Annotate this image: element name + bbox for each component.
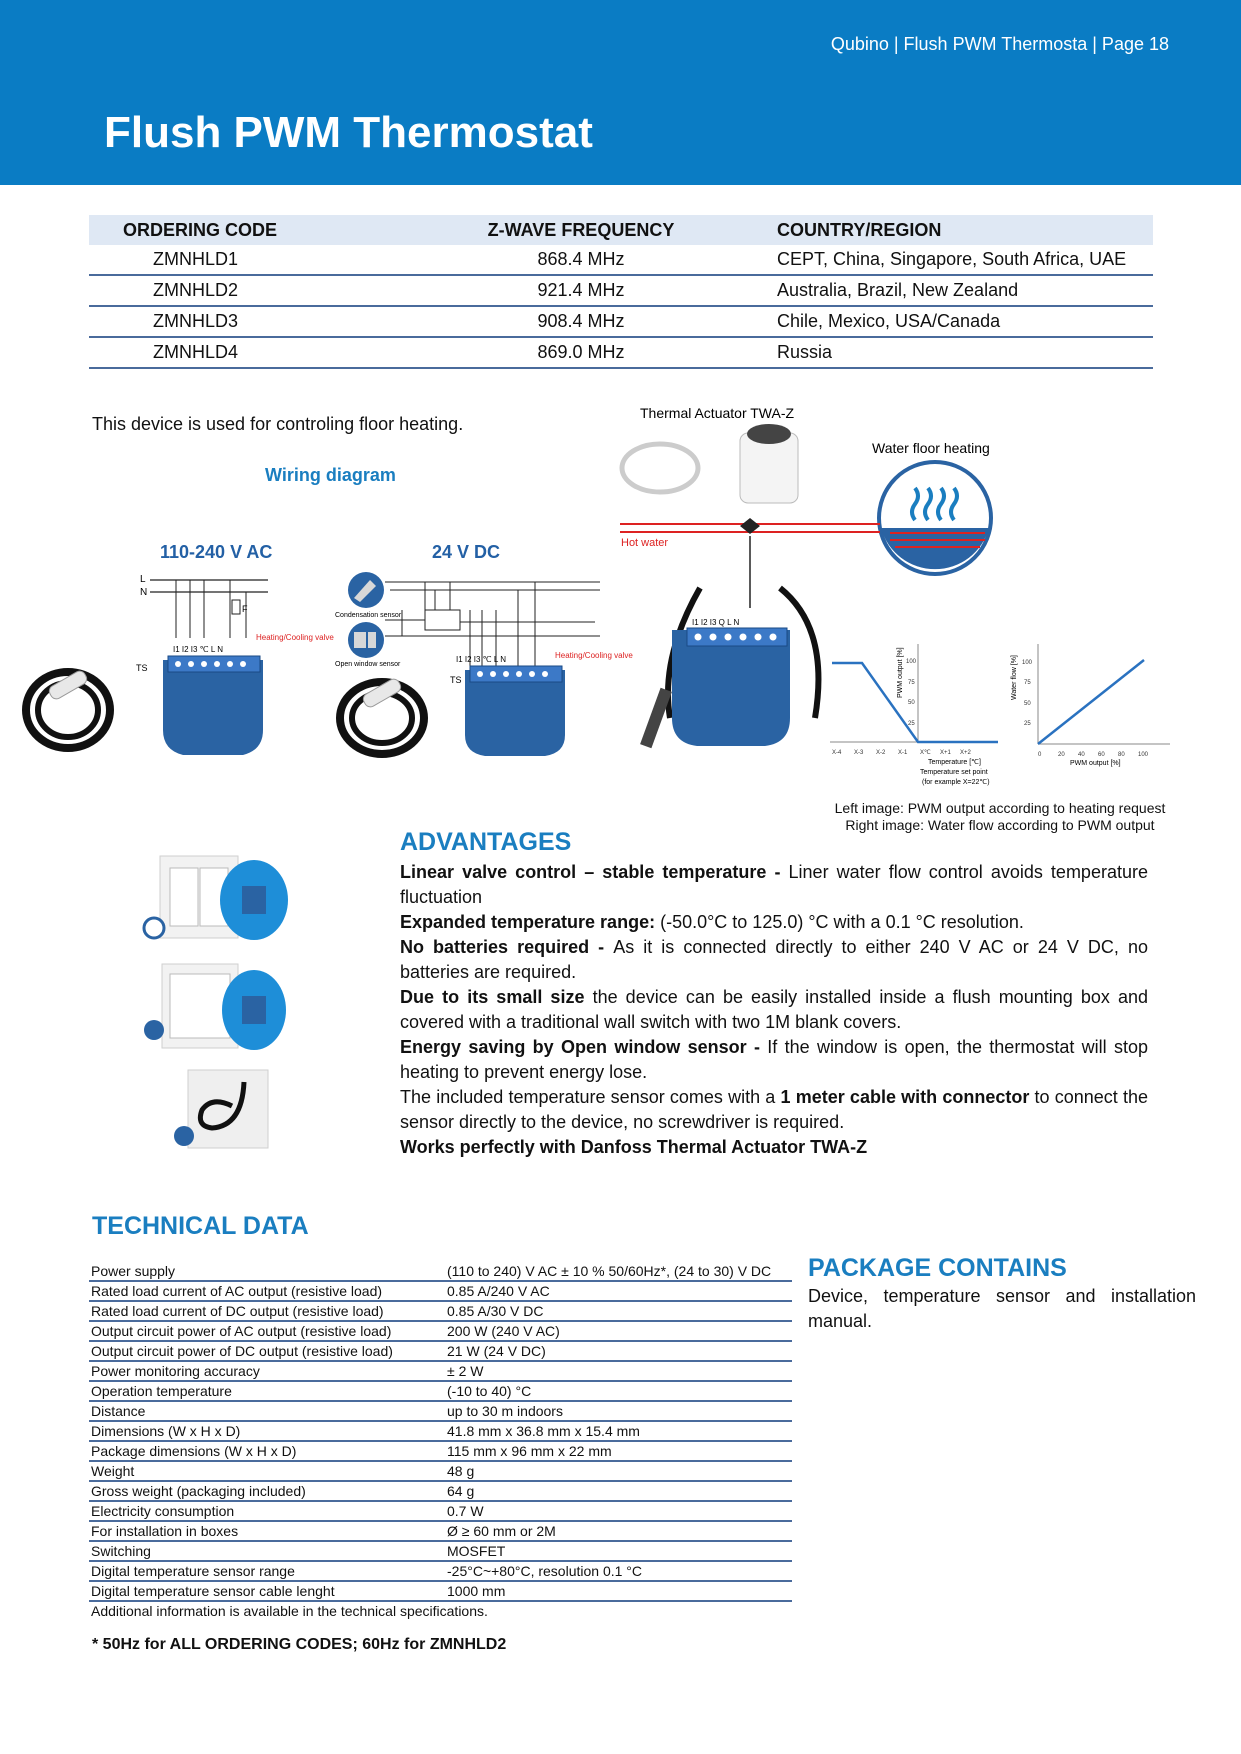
table-row [89,306,1153,337]
water-flow-graph [1008,638,1173,768]
fuse-symbol [232,600,240,614]
spec-label: Gross weight (packaging included) [89,1481,445,1501]
hot-water-label: Hot water [621,537,669,549]
flow-x-tick: 60 [1098,752,1105,758]
danfoss-text: Works perfectly with Danfoss Thermal Actuator TWA-Z [400,1137,868,1157]
table-row [89,1381,792,1401]
flow-x-tick: 40 [1078,752,1085,758]
spec-value: 64 g [445,1481,792,1501]
sensor-box-installation-image [172,1066,272,1156]
table-row [89,1461,792,1481]
advantage-item-bold: Due to its small size [400,987,593,1007]
frequency-cell: 868.4 MHz [423,245,739,275]
ordering-code-cell: ZMNHLD1 [89,245,423,275]
table-row [89,1441,792,1461]
spec-label: Rated load current of DC output (resistive load) [89,1301,445,1321]
page-header [0,0,1241,185]
flow-x-ticks [1038,752,1149,758]
water-floor-label: Water floor heating [872,440,990,456]
pwm-x-tick: X℃ [920,750,931,756]
table-row [89,1321,792,1341]
technical-data-title: TECHNICAL DATA [92,1212,309,1240]
dc-device-body-icon [465,670,565,756]
advantage-danfoss [400,1135,1148,1160]
system-terminal-labels: I1 I2 I3 Q L N [692,618,740,627]
advantage-item-bold: No batteries required - [400,937,614,957]
double-switch-installation-image [142,850,302,950]
table-row [89,1301,792,1321]
spec-value: 48 g [445,1461,792,1481]
wiring-diagram-ac [18,570,334,760]
spec-value: 41.8 mm x 36.8 mm x 15.4 mm [445,1421,792,1441]
spec-value: 115 mm x 96 mm x 22 mm [445,1441,792,1461]
keypad-switch-installation-image [144,960,304,1060]
spec-label: Output circuit power of DC output (resistive load) [89,1341,445,1361]
table-row [89,1401,792,1421]
frequency-cell: 869.0 MHz [423,337,739,368]
spec-label: Package dimensions (W x H x D) [89,1441,445,1461]
technical-note: Additional information is available in the technical specifications. [91,1603,488,1619]
flow-y-tick: 100 [1022,660,1033,666]
spec-value: (110 to 240) V AC ± 10 % 50/60Hz*, (24 to 30) V DC [445,1262,792,1281]
spec-label: Switching [89,1541,445,1561]
advantage-item-bold: Expanded temperature range: [400,912,661,932]
spec-value: -25°C~+80°C, resolution 0.1 °C [445,1561,792,1581]
page-title: Flush PWM Thermostat [104,108,593,157]
country-cell: Chile, Mexico, USA/Canada [739,306,1153,337]
valve-label: Heating/Cooling valve [256,633,334,642]
ac-voltage-label: 110-240 V AC [160,542,273,562]
table-row [89,1262,792,1281]
advantage-item-text: the device can be easily installed inside a flush mounting box and covered with a traditional wall switch with two 1M blank covers. [400,987,1148,1032]
ordering-code-cell: ZMNHLD4 [89,337,423,368]
spec-value: (-10 to 40) °C [445,1381,792,1401]
terminal-labels: I1 I2 I3 ℃ L N [173,645,224,654]
spec-value: 0.85 A/30 V DC [445,1301,792,1321]
ordering-code-cell: ZMNHLD2 [89,275,423,306]
frequency-cell: 908.4 MHz [423,306,739,337]
intro-text: This device is used for controling floor heating. [92,414,464,434]
flow-x-tick: 80 [1118,752,1125,758]
spec-value: 1000 mm [445,1581,792,1601]
advantage-item-text: Liner water flow control avoids temperature fluctuation [400,862,1148,907]
spec-value: up to 30 m indoors [445,1401,792,1421]
window-sensor-icon [348,622,384,658]
spec-label: Distance [89,1401,445,1421]
pwm-y-tick: 100 [906,659,917,665]
advantages-title: ADVANTAGES [400,828,572,856]
advantage-cable [400,1085,1148,1135]
window-sensor-label: Open window sensor [335,661,401,668]
pwm-x-tick: X+1 [940,750,951,756]
spec-label: Dimensions (W x H x D) [89,1421,445,1441]
dc-terminal-labels: I1 I2 I3 ℃ L N [456,655,507,664]
table-row [89,1521,792,1541]
table-row [89,1501,792,1521]
fuse-label: F [242,604,248,614]
cable-text-bold: 1 meter cable with connector [780,1087,1030,1107]
frequency-cell: 921.4 MHz [423,275,739,306]
actuator-label: Thermal Actuator TWA-Z [640,405,795,421]
advantage-item-bold: Linear valve control – stable temperature - [400,862,789,882]
advantage-item-text: If the window is open, the thermostat will stop heating to prevent energy lose. [400,1037,1148,1082]
device-body-icon [163,660,263,755]
switch-inputs [176,580,246,638]
column-header-ordering-code: ORDERING CODE [89,215,423,245]
country-cell: Australia, Brazil, New Zealand [739,275,1153,306]
country-cell: Russia [739,337,1153,368]
spec-label: Digital temperature sensor cable lenght [89,1581,445,1601]
flow-x-tick: 20 [1058,752,1065,758]
table-row [89,1541,792,1561]
advantage-item [400,910,1148,935]
table-row [89,1561,792,1581]
temperature-sensor-icon [26,669,110,748]
advantage-item-text: As it is connected directly to either 240 V AC or 24 V DC, no batteries are required. [400,937,1148,982]
table-note-row [89,1601,792,1620]
page-breadcrumb: Qubino | Flush PWM Thermosta | Page 18 [830,34,1169,54]
flow-y-tick: 75 [1024,680,1031,686]
package-contains-title: PACKAGE CONTAINS [808,1254,1067,1282]
spec-label: Power monitoring accuracy [89,1361,445,1381]
condensation-sensor-icon [348,572,384,608]
frequency-footnote: * 50Hz for ALL ORDERING CODES; 60Hz for ZMNHLD2 [92,1636,507,1653]
pwm-y-tick: 25 [908,721,915,727]
package-contains-text: Device, temperature sensor and installation manual. [808,1286,1196,1331]
flow-x-axis-label: PWM output [%] [1070,760,1121,767]
dc-temperature-sensor-icon [340,677,424,754]
flow-x-tick: 0 [1038,752,1042,758]
country-cell: CEPT, China, Singapore, South Africa, UAE [739,245,1153,275]
table-row [89,337,1153,368]
pwm-x-note-example: (for example X=22℃) [922,779,990,786]
table-row [89,1581,792,1601]
spec-value: 0.7 W [445,1501,792,1521]
dc-valve-label: Heating/Cooling valve [555,651,633,660]
table-row [89,1281,792,1301]
pwm-x-note-setpoint: Temperature set point [920,769,988,776]
advantage-item [400,935,1148,985]
condensation-sensor-label: Condensation sensor [335,612,402,619]
cable-text-post: to connect the sensor directly to the device, no screwdriver is required. [400,1087,1148,1132]
dc-voltage-label: 24 V DC [432,542,501,562]
pwm-x-tick: X-3 [854,750,864,756]
pwm-x-tick: X-4 [832,750,842,756]
pwm-x-tick: X-1 [898,750,908,756]
spec-label: Operation temperature [89,1381,445,1401]
spec-label: Digital temperature sensor range [89,1561,445,1581]
system-device-body-icon [672,630,790,746]
advantage-item-text: (-50.0°C to 125.0) °C with a 0.1 °C resolution. [660,912,1024,932]
spec-label: Rated load current of AC output (resistive load) [89,1281,445,1301]
flow-x-tick: 100 [1138,752,1149,758]
flow-y-ticks [1022,660,1033,727]
spec-value: Ø ≥ 60 mm or 2M [445,1521,792,1541]
neutral-label-n: N [140,587,148,598]
column-header-country: COUNTRY/REGION [739,215,1153,245]
spec-value: 200 W (240 V AC) [445,1321,792,1341]
dc-ts-label: TS [450,675,462,685]
pwm-x-tick: X-2 [876,750,886,756]
ordering-table-header [89,215,1153,245]
pwm-y-tick: 50 [908,700,915,706]
spec-label: Weight [89,1461,445,1481]
pwm-y-axis-label: PWM output [%] [897,647,904,698]
line-label-l: L [140,574,146,585]
spec-value: MOSFET [445,1541,792,1561]
advantage-item-bold: Energy saving by Open window sensor - [400,1037,768,1057]
spec-label: Electricity consumption [89,1501,445,1521]
spec-label: Power supply [89,1262,445,1281]
table-row [89,1341,792,1361]
cable-text-pre: The included temperature sensor comes with a [400,1087,781,1107]
ordering-table [89,215,1153,369]
table-row [89,245,1153,275]
wiring-diagram-dc [330,570,633,760]
table-row [89,1361,792,1381]
advantage-item [400,985,1148,1035]
thermal-actuator-icon [622,424,798,503]
flow-y-axis-label: Water flow [%] [1011,655,1018,700]
table-row [89,275,1153,306]
caption-right: Right image: Water flow according to PWM output [845,817,1155,833]
table-row [89,1421,792,1441]
advantages-list [400,860,1148,1160]
pwm-series-line [832,663,998,742]
pwm-y-ticks [906,659,917,727]
flow-y-tick: 50 [1024,701,1031,707]
pwm-x-axis-label: Temperature [℃] [928,759,981,766]
spec-label: For installation in boxes [89,1521,445,1541]
ts-label: TS [136,663,148,673]
pwm-x-ticks [832,750,972,756]
ordering-code-cell: ZMNHLD3 [89,306,423,337]
pwm-output-graph [822,638,1002,794]
water-floor-heating-icon [879,462,991,574]
graph-captions [800,800,1200,834]
spec-value: ± 2 W [445,1361,792,1381]
advantage-item [400,1035,1148,1085]
column-header-frequency: Z-WAVE FREQUENCY [423,215,739,245]
spec-label: Output circuit power of AC output (resistive load) [89,1321,445,1341]
pwm-y-tick: 75 [908,680,915,686]
pwm-x-tick: X+2 [960,750,971,756]
flow-series-line [1038,660,1144,744]
technical-data-table [89,1262,792,1620]
caption-left: Left image: PWM output according to heating request [834,800,1166,816]
table-row [89,1481,792,1501]
wiring-diagram-title: Wiring diagram [265,465,396,485]
spec-value: 21 W (24 V DC) [445,1341,792,1361]
spec-value: 0.85 A/240 V AC [445,1281,792,1301]
flow-y-tick: 25 [1024,721,1031,727]
advantage-item [400,860,1148,910]
